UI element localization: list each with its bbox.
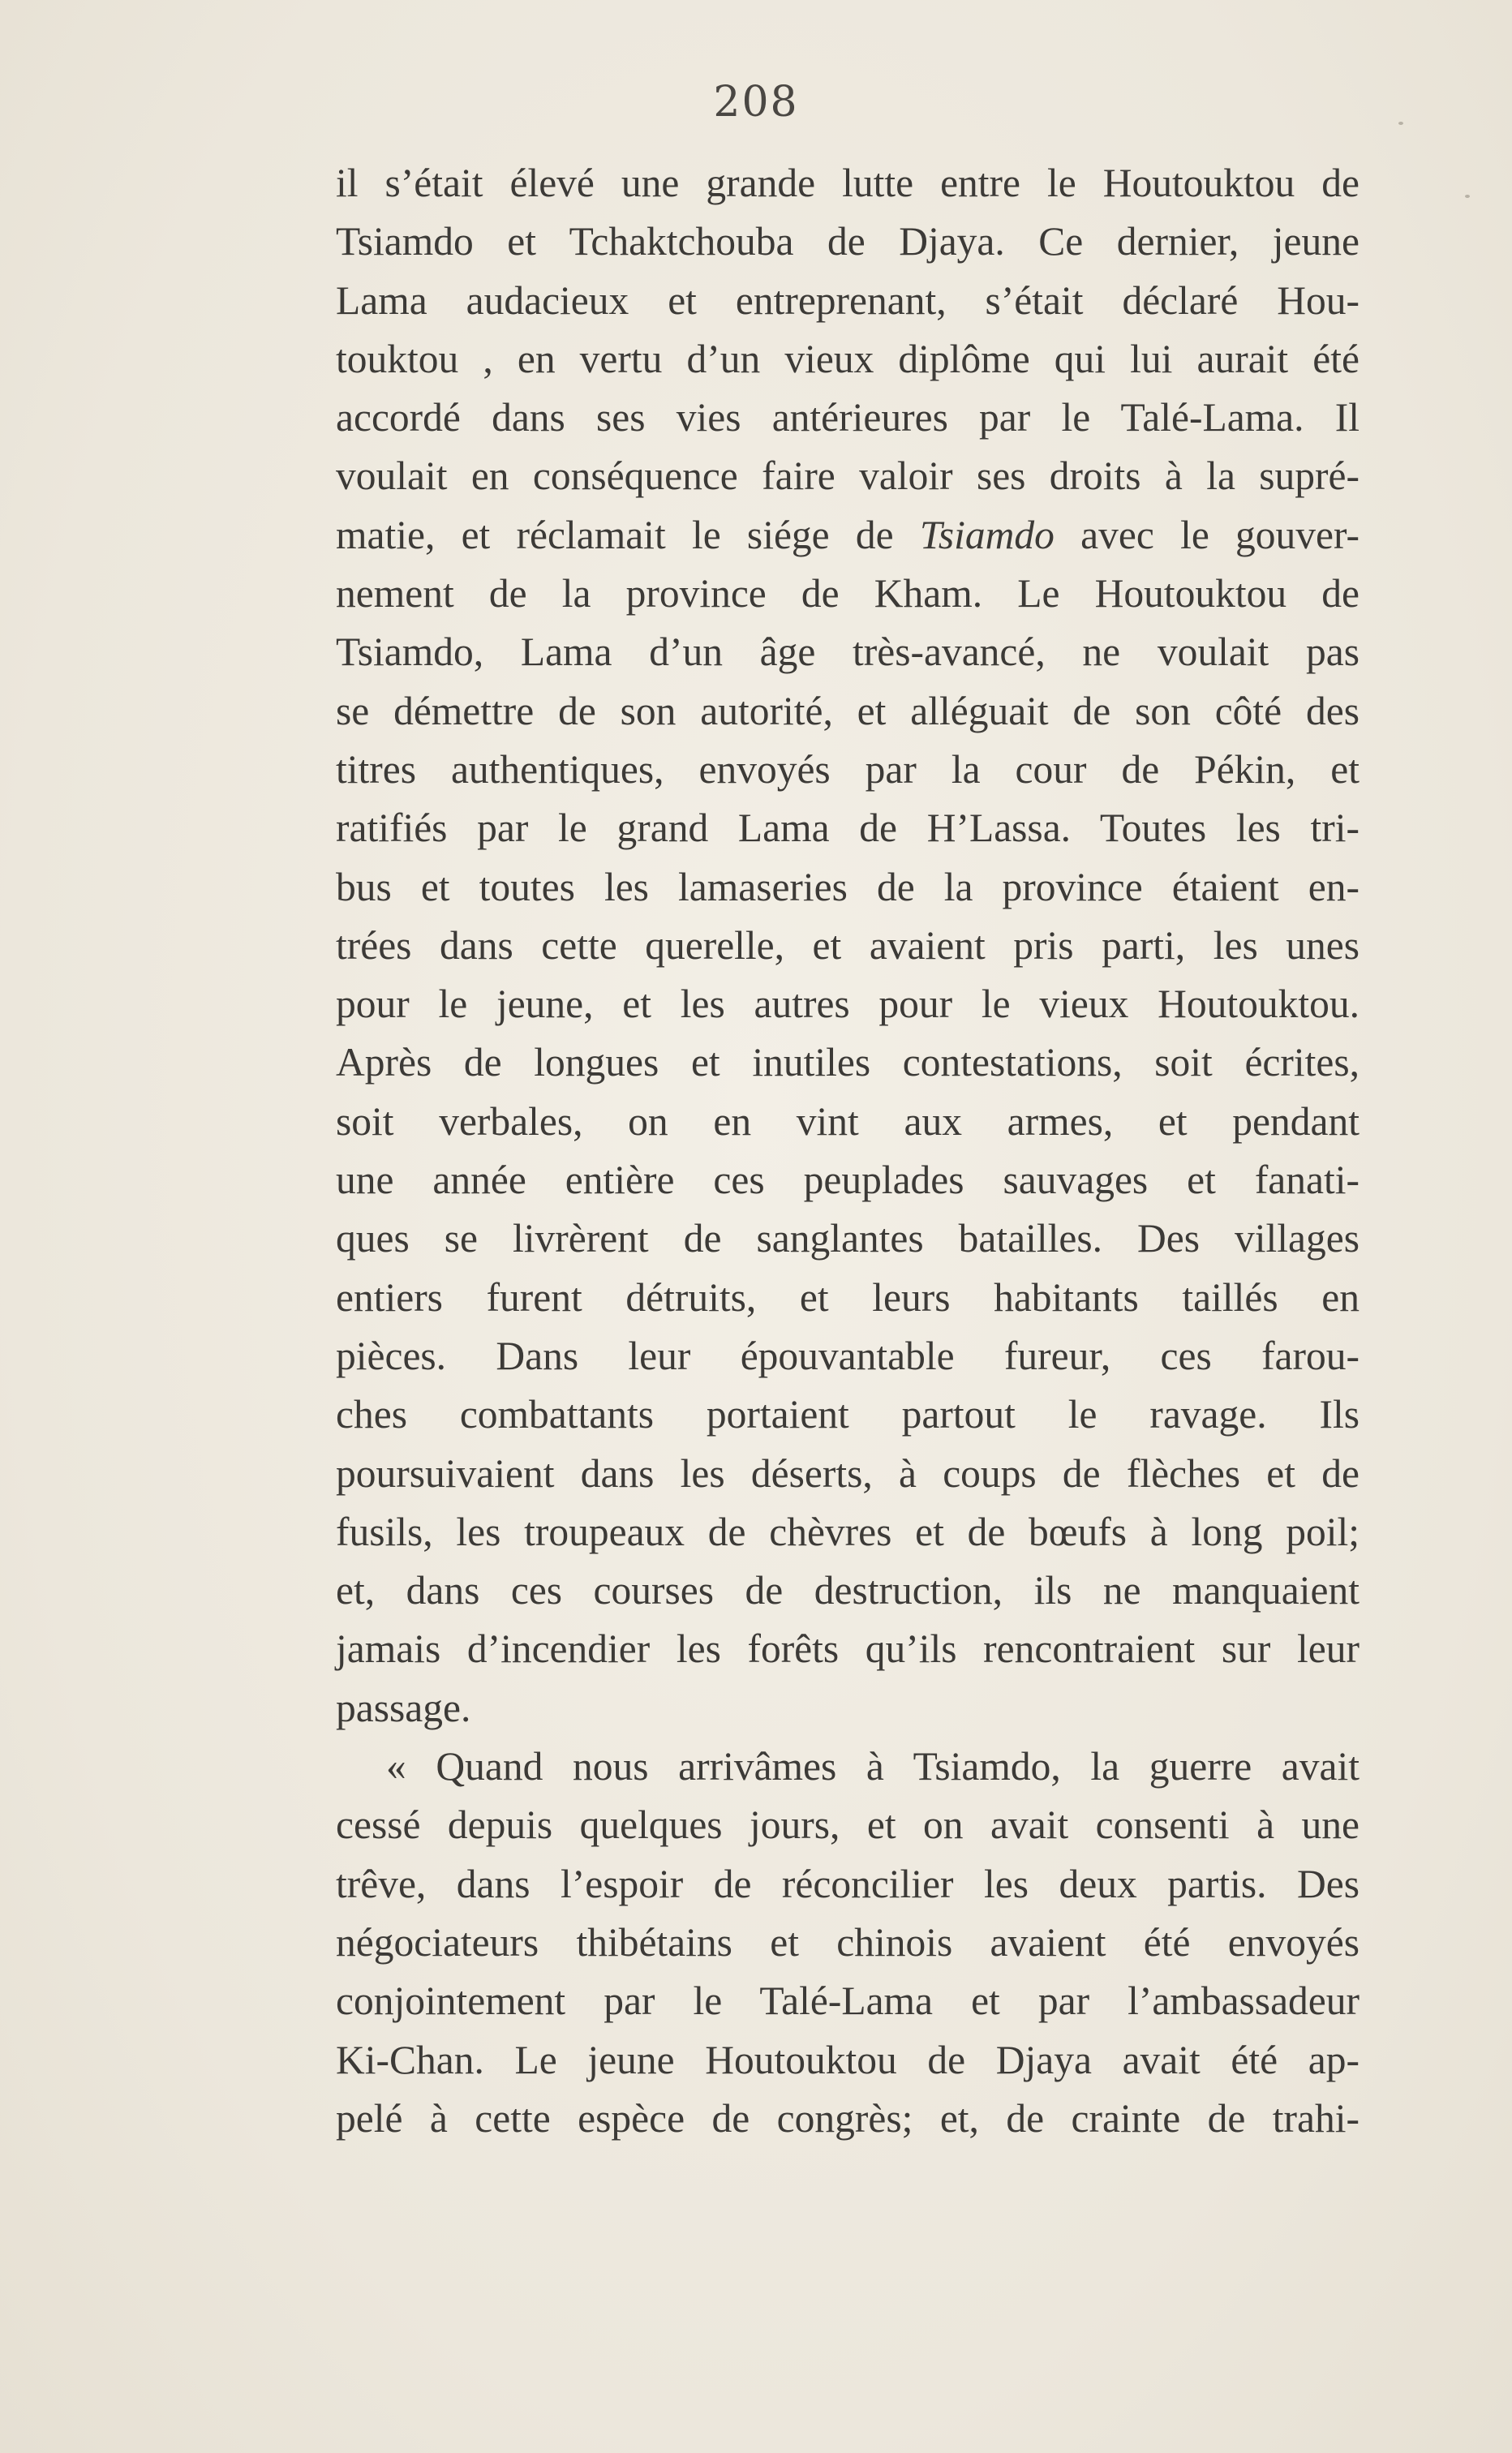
text-line: passage.	[336, 1685, 471, 1730]
text-line: ques se livrèrent de sanglantes batailles. Des villages	[336, 1216, 1360, 1261]
text-line: Tsiamdo, Lama d’un âge très-avancé, ne voulait pas	[336, 629, 1360, 675]
text-line: pour le jeune, et les autres pour le vieux Houtouktou.	[336, 982, 1360, 1027]
text-line: nement de la province de Kham. Le Houtouktou de	[336, 571, 1360, 616]
text-line: il s’était élevé une grande lutte entre le Houtouktou de	[336, 161, 1360, 205]
text-line: fusils, les troupeaux de chèvres et de bœufs à long poil;	[336, 1509, 1360, 1554]
page-number: 208	[713, 78, 799, 127]
text-line: touktou , en vertu d’un vieux diplôme qui lui aurait été	[336, 336, 1360, 381]
text-line: titres authentiques, envoyés par la cour de Pékin, et	[336, 746, 1360, 792]
text-line: voulait en conséquence faire valoir ses droits à la supré-	[336, 453, 1360, 499]
text-line: entiers furent détruits, et leurs habitants taillés en	[336, 1274, 1360, 1320]
text-line: se démettre de son autorité, et alléguait de son côté des	[336, 688, 1360, 733]
text-line: accordé dans ses vies antérieures par le Talé-Lama. Il	[336, 395, 1360, 440]
text-line	[336, 506, 1360, 565]
text-line: bus et toutes les lamaseries de la province étaient en-	[336, 864, 1360, 909]
text-line: jamais d’incendier les forêts qu’ils rencontraient sur leur	[336, 1626, 1360, 1672]
text-line: trées dans cette querelle, et avaient pris parti, les unes	[336, 922, 1360, 968]
body-text	[336, 154, 1360, 2148]
text-line: conjointement par le Talé-Lama et par l’ambassadeur	[336, 1978, 1360, 2024]
text-line: pelé à cette espèce de congrès; et, de crainte de trahi-	[336, 2095, 1360, 2141]
text-line: « Quand nous arrivâmes à Tsiamdo, la guerre avait	[386, 1744, 1360, 1789]
text-line: Tsiamdo et Tchaktchouba de Djaya. Ce dernier, jeune	[336, 219, 1360, 264]
text-segment: avec le gouver-	[1054, 512, 1360, 557]
text-line: une année entière ces peuplades sauvages et fanati-	[336, 1158, 1360, 1203]
text-line: et, dans ces courses de destruction, ils ne manquaient	[336, 1568, 1360, 1613]
text-line: poursuivaient dans les déserts, à coups de flèches et de	[336, 1450, 1360, 1496]
text-line: Après de longues et inutiles contestations, soit écrites,	[336, 1040, 1360, 1085]
text-line: Lama audacieux et entreprenant, s’était déclaré Hou-	[336, 277, 1360, 323]
text-line: soit verbales, on en vint aux armes, et pendant	[336, 1098, 1360, 1144]
text-segment: matie, et réclamait le siége de	[336, 512, 920, 557]
text-line: trêve, dans l’espoir de réconcilier les deux partis. Des	[336, 1861, 1360, 1906]
text-line: cessé depuis quelques jours, et on avait consenti à une	[336, 1802, 1360, 1848]
italic-place-name: Tsiamdo	[919, 512, 1055, 557]
text-line: pièces. Dans leur épouvantable fureur, ces farou-	[336, 1333, 1360, 1378]
paper-speck	[1398, 122, 1403, 125]
text-line: Ki-Chan. Le jeune Houtouktou de Djaya avait été ap-	[336, 2037, 1360, 2082]
text-line: ratifiés par le grand Lama de H’Lassa. Toutes les tri-	[336, 805, 1360, 851]
paper-speck	[1465, 195, 1470, 198]
text-line: négociateurs thibétains et chinois avaient été envoyés	[336, 1919, 1360, 1965]
text-line: ches combattants portaient partout le ravage. Ils	[336, 1392, 1360, 1437]
